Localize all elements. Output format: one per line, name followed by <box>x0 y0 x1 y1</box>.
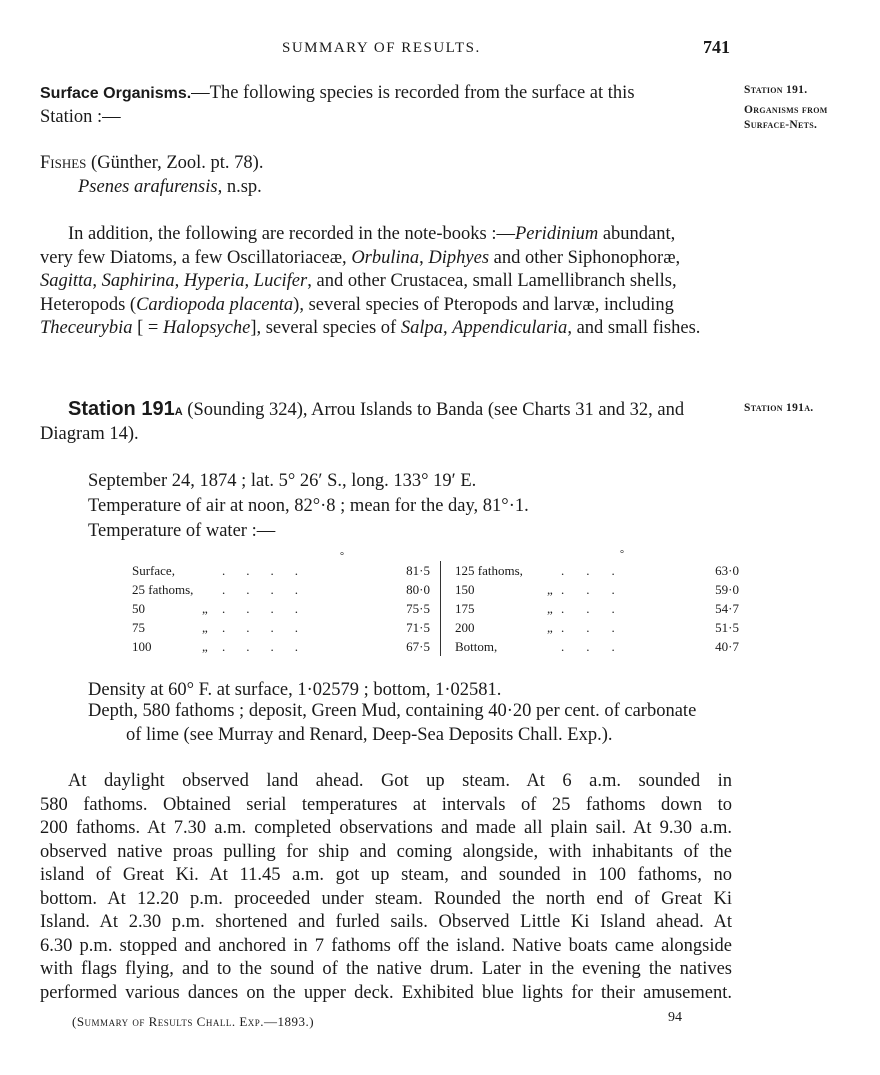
leader-dots: .... <box>222 600 319 616</box>
density-line: Density at 60° F. at surface, 1·02579 ; bottom, 1·02581. <box>88 680 502 700</box>
leader-dots: ... <box>561 581 637 597</box>
leader-dots: ... <box>561 562 637 578</box>
temperature-table-grid <box>132 561 749 656</box>
temperature-value: 40·7 <box>715 638 739 654</box>
depth-line-1: Depth, 580 fathoms ; deposit, Green Mud, containing 40·20 per cent. of carbonate <box>88 701 697 721</box>
column-divider <box>441 637 456 656</box>
depth-paragraph <box>88 700 738 747</box>
temperature-row <box>132 637 749 656</box>
leader-dots: .... <box>222 619 319 635</box>
station-heading-line-1 <box>40 398 732 423</box>
addition-text: , <box>419 247 429 268</box>
narrative-line: bottom. At 12.20 p.m. proceeded under steam. Rounded the north end of Great Ki <box>40 888 732 909</box>
temperature-value: 80·0 <box>406 581 430 597</box>
temperature-value: 51·5 <box>715 619 739 635</box>
addition-text: , <box>244 271 254 291</box>
addition-text: [ = <box>132 318 163 338</box>
sidenote-organisms-line2: Surface-Nets. <box>744 119 818 131</box>
temperature-value: 67·5 <box>406 638 430 654</box>
addition-line-5 <box>40 317 732 341</box>
addition-text: , <box>92 271 102 291</box>
taxon: Cardiopoda placenta <box>136 294 294 315</box>
addition-text: , and other Crustacea, small Lamellibranch shells, <box>307 271 677 291</box>
depth-unit: „ <box>202 619 208 635</box>
fishes-species-line <box>78 176 262 200</box>
column-divider <box>441 580 456 599</box>
leader-dots: ... <box>561 638 637 654</box>
addition-line-1 <box>40 223 732 247</box>
leader-dots: .... <box>222 638 319 654</box>
fishes-ref: (Günther, Zool. pt. 78). <box>86 153 264 173</box>
sidenote-station-191a: Station 191a. <box>744 402 814 414</box>
addition-text: and other Siphonophoræ, <box>489 247 681 268</box>
station-route: (Sounding 324), Arrou Islands to Banda (see Charts 31 and 32, and <box>182 400 685 420</box>
narrative-line: 6.30 p.m. stopped and anchored in 7 fathoms off the island. Native boats came alongside <box>40 935 732 956</box>
taxon: Salpa <box>400 318 443 338</box>
depth-label: 200 <box>455 619 475 635</box>
taxon: Halopsyche <box>162 318 251 338</box>
taxon: Appendicularia <box>452 318 568 338</box>
narrative-paragraph <box>40 770 732 1005</box>
temperature-row <box>132 599 749 618</box>
addition-text: very few Diatoms, a few Oscillatoriaceæ, <box>40 247 352 268</box>
leader-dots: .... <box>222 581 319 597</box>
addition-text: abundant, <box>598 224 676 244</box>
addition-text: ], several species of <box>250 318 401 338</box>
page-number: 741 <box>703 37 730 57</box>
fishes-label: Fishes <box>40 153 87 173</box>
depth-unit <box>547 637 561 656</box>
narrative-line: island of Great Ki. At 11.45 a.m. got up steam, and sounded in 100 fathoms, no <box>40 865 732 885</box>
sidenote-organisms <box>744 103 828 133</box>
column-divider <box>441 618 456 637</box>
degree-mark-left: ° <box>340 551 344 562</box>
depth-unit <box>202 561 222 580</box>
station-details <box>88 469 738 544</box>
addition-line-4 <box>40 294 732 318</box>
fish-species-suffix: , n.sp. <box>217 177 262 197</box>
addition-text: , <box>174 271 184 291</box>
addition-text: ), several species of Pteropods and larvæ, including <box>293 294 674 315</box>
sidenote-organisms-line1: Organisms from <box>744 104 828 116</box>
depth-label: 50 <box>132 600 145 616</box>
water-temperature-label: Temperature of water :— <box>88 521 276 541</box>
addition-line-2 <box>40 247 732 271</box>
addition-text: Heteropods ( <box>40 294 137 315</box>
addition-line-3 <box>40 270 732 294</box>
leader-dots: ... <box>561 619 637 635</box>
taxon: Diphyes <box>428 247 490 268</box>
temperature-row <box>132 618 749 637</box>
surface-heading: Surface Organisms. <box>40 85 192 102</box>
taxon: Theceurybia <box>40 318 133 338</box>
taxon: Saphirina <box>101 271 175 291</box>
narrative-line: 200 fathoms. At 7.30 a.m. completed observations and made all plain sail. At 9.30 a.m. <box>40 818 732 838</box>
depth-label: 100 <box>132 638 152 654</box>
surface-line-2: Station :— <box>40 106 121 127</box>
surface-organisms-paragraph <box>40 82 732 129</box>
leader-dots: .... <box>222 562 319 578</box>
depth-unit <box>202 580 222 599</box>
depth-label: 125 fathoms, <box>455 562 523 578</box>
temperature-value: 63·0 <box>715 562 739 578</box>
depth-unit <box>547 561 561 580</box>
station-suffix: a <box>174 402 183 419</box>
addition-text: , <box>442 318 453 338</box>
addition-paragraph <box>40 223 732 341</box>
surface-text-1: —The following species is recorded from the surface at this <box>191 83 635 103</box>
fishes-line <box>40 152 263 176</box>
addition-text: , and small fishes. <box>567 318 701 338</box>
fish-species: Psenes arafurensis <box>78 177 218 197</box>
narrative-line: performed various dances on the upper deck. Exhibited blue lights for their amusement. <box>40 982 732 1003</box>
station-title: Station 191 <box>68 398 175 420</box>
narrative-line: Island. At 2.30 p.m. shortened and furled sails. Observed Little Ki Island ahead. At <box>40 912 732 932</box>
station-heading <box>40 398 732 446</box>
leader-dots: ... <box>561 600 637 616</box>
depth-label: 150 <box>455 581 475 597</box>
depth-unit: „ <box>547 619 553 635</box>
column-divider <box>441 561 456 580</box>
depth-unit: „ <box>202 600 208 616</box>
taxon: Orbulina <box>351 247 420 268</box>
temperature-value: 71·5 <box>406 619 430 635</box>
running-title: SUMMARY OF RESULTS. <box>282 40 481 56</box>
depth-unit: „ <box>547 581 553 597</box>
sidenote-station-191: Station 191. <box>744 84 808 96</box>
surface-line-1 <box>40 82 732 106</box>
temperature-value: 75·5 <box>406 600 430 616</box>
taxon: Peridinium <box>514 224 599 244</box>
degree-mark-right: ° <box>620 549 624 560</box>
temperature-value: 54·7 <box>715 600 739 616</box>
column-divider <box>441 599 456 618</box>
air-temperature-line: Temperature of air at noon, 82°·8 ; mean for the day, 81°·1. <box>88 496 529 516</box>
narrative-line: with flags flying, and to the sound of the native drum. Later in the evening the natives <box>40 959 732 979</box>
depth-label: Bottom, <box>455 638 498 654</box>
station-heading-line-2: Diagram 14). <box>40 423 139 444</box>
narrative-line: observed native proas pulling for ship and coming alongside, with inhabitants of the <box>40 841 732 862</box>
narrative-line: 580 fathoms. Obtained serial temperatures at intervals of 25 fathoms down to <box>40 794 732 815</box>
temperature-row <box>132 561 749 580</box>
temperature-table <box>132 561 749 656</box>
footer-note: (Summary of Results Chall. Exp.—1893.) <box>72 1014 315 1029</box>
date-position-line: September 24, 1874 ; lat. 5° 26′ S., long. 133° 19′ E. <box>88 471 477 491</box>
depth-unit: „ <box>202 638 208 654</box>
temperature-value: 59·0 <box>715 581 739 597</box>
depth-unit: „ <box>547 600 553 616</box>
depth-label: 25 fathoms, <box>132 581 194 597</box>
temperature-row <box>132 580 749 599</box>
signature-mark: 94 <box>668 1010 682 1025</box>
depth-label: 175 <box>455 600 475 616</box>
depth-label: 75 <box>132 619 145 635</box>
temperature-value: 81·5 <box>406 562 430 578</box>
depth-line-2: of lime (see Murray and Renard, Deep-Sea Deposits Chall. Exp.). <box>126 724 613 745</box>
addition-text: In addition, the following are recorded in the note-books :— <box>68 224 515 244</box>
narrative-line: At daylight observed land ahead. Got up steam. At 6 a.m. sounded in <box>68 771 732 791</box>
depth-label: Surface, <box>132 562 175 578</box>
taxon: Hyperia <box>183 271 245 291</box>
taxon: Sagitta <box>40 271 93 291</box>
taxon: Lucifer <box>253 271 308 291</box>
